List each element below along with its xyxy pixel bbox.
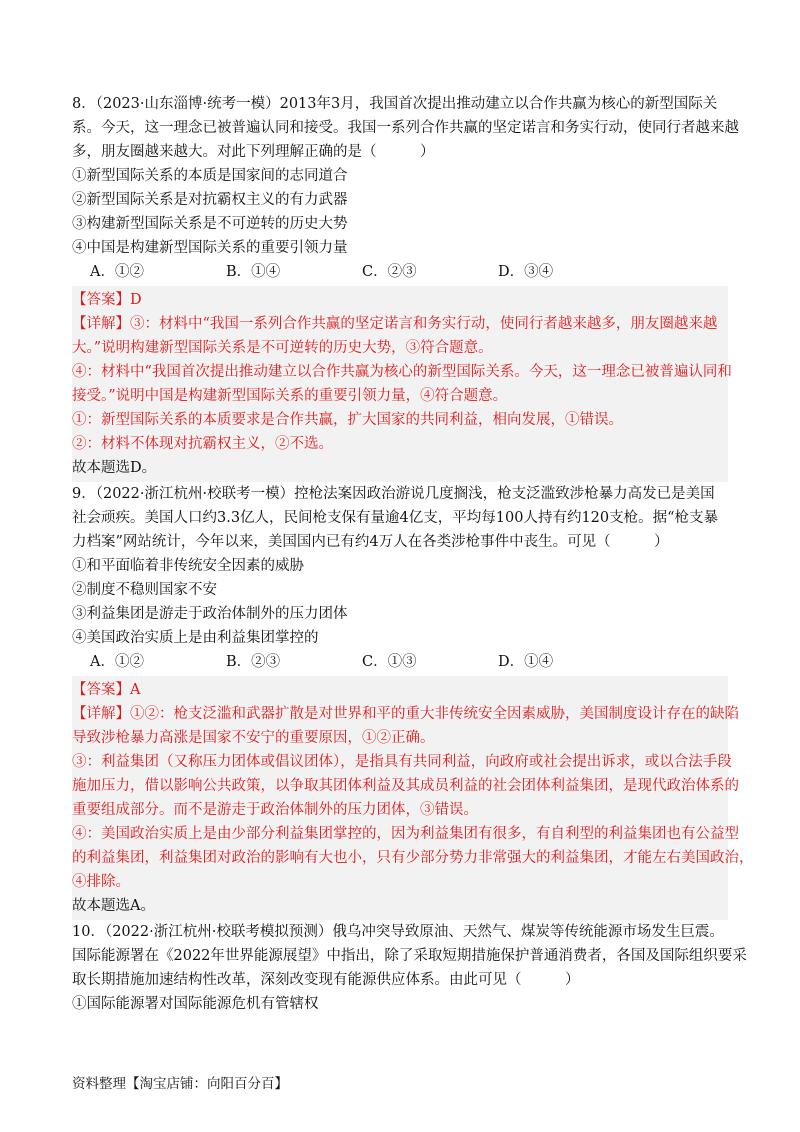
conclusion-line: 故本题选A。 xyxy=(72,898,155,914)
answer-choices xyxy=(72,650,728,674)
question-stem-line: 取长期措施加速结构性改革，深刻改变现有能源供应体系。由此可见（ ） xyxy=(72,972,580,988)
question-stem-line: 系。今天，这一理念已被普遍认同和接受。我国一系列合作共赢的坚定诺言和务实行动，使同行者越来越 xyxy=(72,120,739,136)
question-option: ②新型国际关系是对抗霸权主义的有力武器 xyxy=(72,192,348,208)
choice-a: A．①② xyxy=(90,654,144,670)
explanation-line: 接受。”说明中国是构建新型国际关系的重要引领力量，④符合题意。 xyxy=(72,388,508,404)
question-9 xyxy=(72,482,754,920)
explanation-line: ④排除。 xyxy=(72,874,130,890)
question-stem-line: 社会顽疾。美国人口约3.3亿人，民间枪支保有量逾4亿支，平均每100人持有约120支枪。据“枪支暴 xyxy=(72,510,719,526)
choice-c: C．②③ xyxy=(362,264,417,280)
explanation-line: ①：新型国际关系的本质要求是合作共赢，扩大国家的共同利益，相向发展，①错误。 xyxy=(72,412,623,428)
question-option: ③利益集团是游走于政治体制外的压力团体 xyxy=(72,606,348,622)
explanation-line: ②：材料不体现对抗霸权主义，②不选。 xyxy=(72,436,333,452)
choice-d: D．①④ xyxy=(498,654,554,670)
choice-a: A．①② xyxy=(90,264,144,280)
question-stem-line: 多，朋友圈越来越大。对此下列理解正确的是（ ） xyxy=(72,144,435,160)
explanation-line: 导致涉枪暴力高涨是国家不安宁的重要原因，①②正确。 xyxy=(72,730,435,746)
question-10 xyxy=(72,920,747,1016)
explanation-line: ④：材料中“我国首次提出推动建立以合作共赢为核心的新型国际关系。今天，这一理念已被普遍认同和 xyxy=(72,364,732,380)
question-stem-line: 力档案”网站统计，今年以来，美国国内已有约4万人在各类涉枪事件中丧生。可见（ ） xyxy=(72,534,669,550)
question-stem-line: 10．（2022·浙江杭州·校联考模拟预测）俄乌冲突导致原油、天然气、煤炭等传统能源市场发生巨震。 xyxy=(72,924,724,940)
explanation-line: 的利益集团，利益集团对政治的影响有大也小，只有少部分势力非常强大的利益集团，才能左右美国政治， xyxy=(72,850,754,866)
answer-label: 【答案】D xyxy=(72,292,142,308)
question-option: ①和平面临着非传统安全因素的威胁 xyxy=(72,558,304,574)
choice-b: B．②③ xyxy=(226,654,281,670)
answer-box xyxy=(72,286,732,482)
explanation-line: 重要组成部分。而不是游走于政治体制外的压力团体，③错误。 xyxy=(72,802,478,818)
question-stem-line: 8．（2023·山东淄博·统考一模）2013年3月，我国首次提出推动建立以合作共赢为核心的新型国际关 xyxy=(72,96,718,112)
answer-choices xyxy=(72,260,728,284)
question-stem-line: 9．（2022·浙江杭州·校联考一模）控枪法案因政治游说几度搁浅，枪支泛滥致涉枪暴力高发已是美国 xyxy=(72,486,715,502)
question-stem-line: 国际能源署在《2022年世界能源展望》中指出，除了采取短期措施保护普通消费者，各国及国际组织要采 xyxy=(72,948,747,964)
explanation-line: 【详解】③：材料中“我国一系列合作共赢的坚定诺言和务实行动，使同行者越来越多，朋友圈越来越 xyxy=(72,316,718,332)
explanation-line: ④：美国政治实质上是由少部分利益集团掌控的，因为利益集团有很多，有自利型的利益集团也有公益型 xyxy=(72,826,739,842)
choice-b: B．①④ xyxy=(226,264,281,280)
question-option: ①国际能源署对国际能源危机有管辖权 xyxy=(72,996,319,1012)
page-footer: 资料整理【淘宝店铺：向阳百分百】 xyxy=(72,1076,288,1092)
question-option: ①新型国际关系的本质是国家间的志同道合 xyxy=(72,168,348,184)
question-option: ②制度不稳则国家不安 xyxy=(72,582,217,598)
explanation-line: 施加压力，借以影响公共政策，以争取其团体利益及其成员利益的社会团体利益集团，是现代政治体系的 xyxy=(72,778,739,794)
conclusion-line: 故本题选D。 xyxy=(72,460,157,476)
document-content xyxy=(72,92,754,1016)
question-8 xyxy=(72,92,739,482)
choice-c: C．①③ xyxy=(362,654,417,670)
answer-box xyxy=(72,676,754,920)
explanation-line: 大。”说明构建新型国际关系是不可逆转的历史大势，③符合题意。 xyxy=(72,340,493,356)
question-option: ④中国是构建新型国际关系的重要引领力量 xyxy=(72,240,348,256)
question-option: ④美国政治实质上是由利益集团掌控的 xyxy=(72,630,319,646)
choice-d: D．③④ xyxy=(498,264,554,280)
answer-label: 【答案】A xyxy=(72,682,141,698)
explanation-line: 【详解】①②：枪支泛滥和武器扩散是对世界和平的重大非传统安全因素威胁，美国制度设计存在的缺陷 xyxy=(72,706,739,722)
question-option: ③构建新型国际关系是不可逆转的历史大势 xyxy=(72,216,348,232)
explanation-line: ③：利益集团（又称压力团体或倡议团体），是指具有共同利益，向政府或社会提出诉求，或以合法手段 xyxy=(72,754,732,770)
